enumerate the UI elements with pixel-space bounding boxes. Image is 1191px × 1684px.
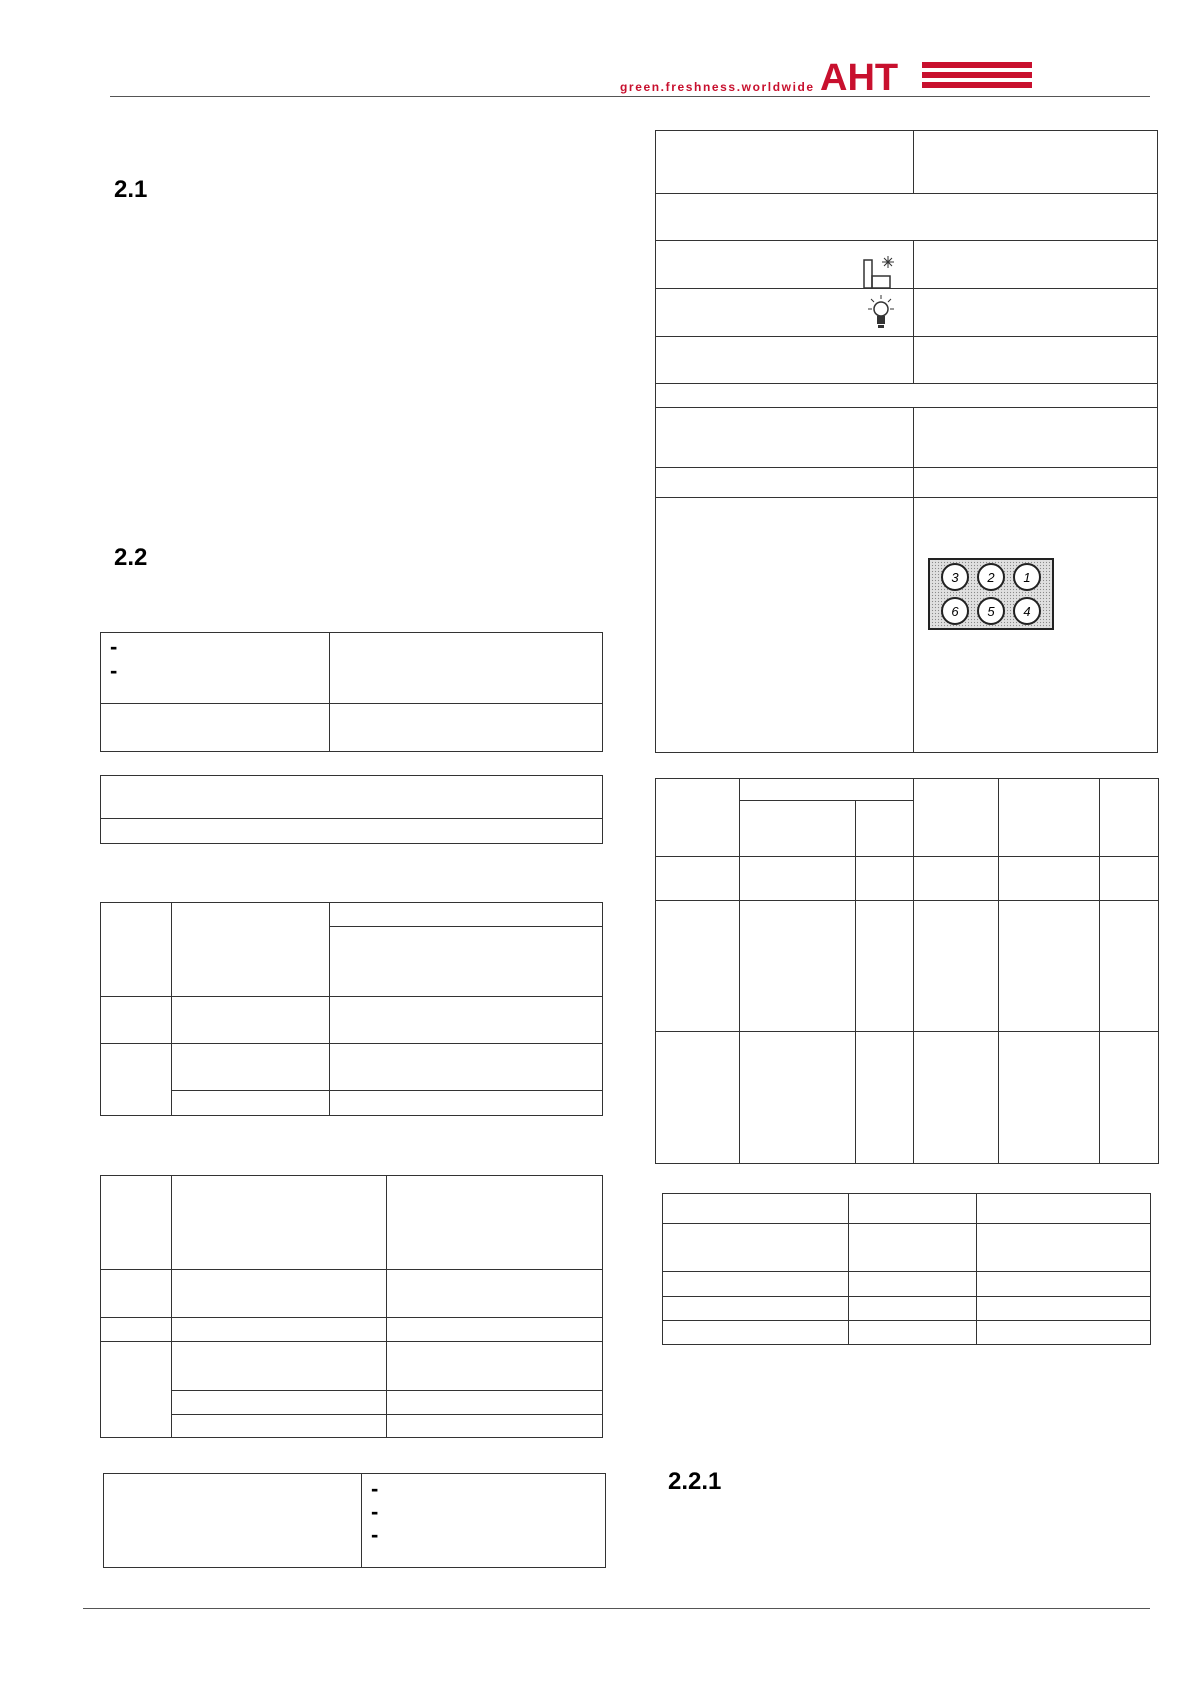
section-heading-2-2-1: 2.2.1 xyxy=(668,1468,722,1495)
pin-label: 1 xyxy=(1023,570,1031,585)
pin-label: 3 xyxy=(951,570,959,585)
list-marker: - xyxy=(371,1499,379,1524)
list-marker: - xyxy=(110,658,118,683)
table-f xyxy=(655,130,1158,753)
pin-label: 2 xyxy=(987,570,995,585)
refrigeration-icon xyxy=(862,254,900,290)
list-marker: - xyxy=(371,1476,379,1501)
footer-rule xyxy=(83,1608,1150,1609)
table-b xyxy=(100,775,603,844)
section-heading-2-1: 2.1 xyxy=(114,176,148,203)
list-marker: - xyxy=(110,634,118,659)
aht-logo xyxy=(820,58,1032,94)
light-bulb-icon xyxy=(866,294,896,334)
table-d xyxy=(100,1175,603,1438)
logo-text: AHT xyxy=(820,58,899,94)
brand-tagline: green.freshness.worldwide xyxy=(620,80,815,94)
table-e xyxy=(103,1473,606,1568)
table-a xyxy=(100,632,603,752)
pin-label: 6 xyxy=(951,604,959,619)
table-g xyxy=(655,778,1159,1164)
pin-label: 5 xyxy=(987,604,995,619)
table-h xyxy=(662,1193,1151,1345)
connector-pinout-diagram xyxy=(928,558,1054,630)
header-rule xyxy=(110,96,1150,97)
pin-label: 4 xyxy=(1023,604,1031,619)
table-c xyxy=(100,902,603,1116)
list-marker: - xyxy=(371,1522,379,1547)
section-heading-2-2: 2.2 xyxy=(114,544,148,571)
